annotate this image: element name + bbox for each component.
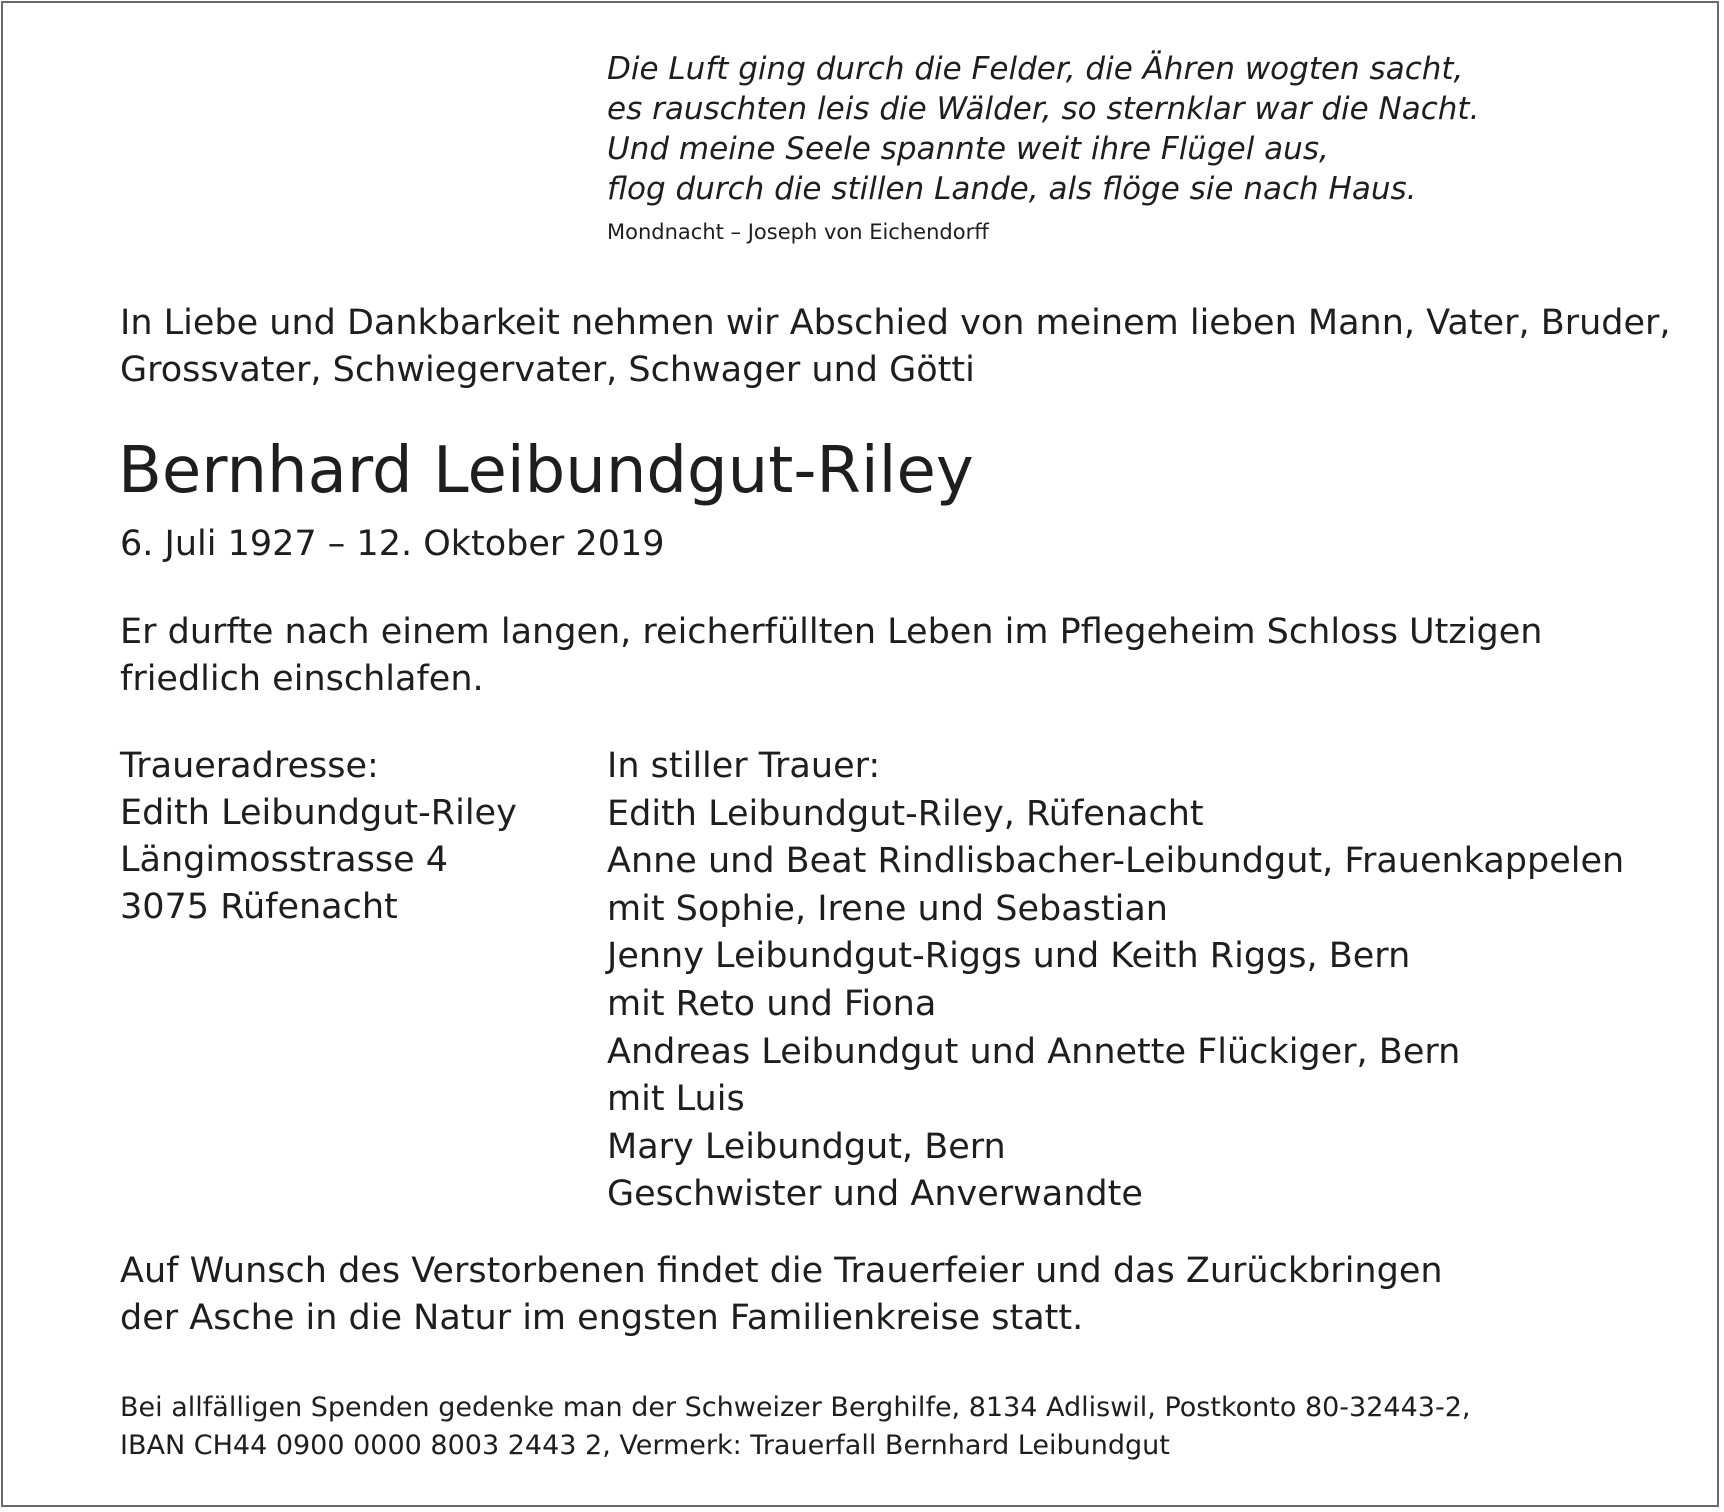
poem-line: flog durch die stillen Lande, als flöge sie nach Haus. [607,171,1417,207]
mourner-line: Mary Leibundgut, Bern [607,1126,1006,1167]
poem [607,49,1647,247]
address-line: Längimosstrasse 4 [120,840,449,880]
donation-note [120,1389,1470,1465]
mourner-line: mit Luis [607,1079,745,1120]
poem-line: Und meine Seele spannte weit ihre Flügel aus, [607,131,1329,167]
mourner-line: Andreas Leibundgut und Annette Flückiger, Bern [607,1031,1461,1072]
wish-line: Auf Wunsch des Verstorbenen findet die Trauerfeier und das Zurückbringen [120,1251,1443,1291]
passing-line: Er durfte nach einem langen, reicherfüllten Leben im Pflegeheim Schloss Utzigen [120,612,1543,652]
mourner-line: Edith Leibundgut-Riley, Rüfenacht [607,793,1204,834]
poem-line: es rauschten leis die Wälder, so sternklar war die Nacht. [607,91,1480,127]
passing-text [120,609,1542,703]
ceremony-wish [120,1248,1443,1342]
life-dates: 6. Juli 1927 – 12. Oktober 2019 [120,524,665,564]
address-label: Traueradresse: [120,746,379,786]
passing-line: friedlich einschlafen. [120,659,484,699]
poem-line: Die Luft ging durch die Felder, die Ähren wogten sacht, [607,51,1464,87]
donation-line: Bei allfälligen Spenden gedenke man der Schweizer Berghilfe, 8134 Adliswil, Postkonto 80-32443-2, [120,1392,1471,1423]
mourning-address [120,743,517,931]
mourner-line: Geschwister und Anverwandte [607,1174,1143,1215]
address-line: Edith Leibundgut-Riley [120,793,517,833]
intro-line: Grossvater, Schwiegervater, Schwager und Götti [120,350,975,390]
notice-frame [1,1,1719,1507]
donation-line: IBAN CH44 0900 0000 8003 2443 2, Vermerk: Trauerfall Bernhard Leibundgut [120,1430,1170,1461]
wish-line: der Asche in die Natur im engsten Familienkreise statt. [120,1298,1084,1338]
mourner-line: mit Sophie, Irene und Sebastian [607,888,1168,929]
mourner-line: Anne und Beat Rindlisbacher-Leibundgut, Frauenkappelen [607,841,1625,882]
mourners-label: In stiller Trauer: [607,746,881,786]
address-line: 3075 Rüfenacht [120,887,398,927]
mourner-line: Jenny Leibundgut-Riggs und Keith Riggs, Bern [607,936,1411,977]
mourners-list [607,743,1624,1219]
intro-line: In Liebe und Dankbarkeit nehmen wir Abschied von meinem lieben Mann, Vater, Bruder, [120,303,1671,343]
poem-source: Mondnacht – Joseph von Eichendorff [607,220,989,244]
intro-text [120,300,1671,394]
deceased-name: Bernhard Leibundgut-Riley [118,434,974,508]
mourner-line: mit Reto und Fiona [607,983,937,1024]
